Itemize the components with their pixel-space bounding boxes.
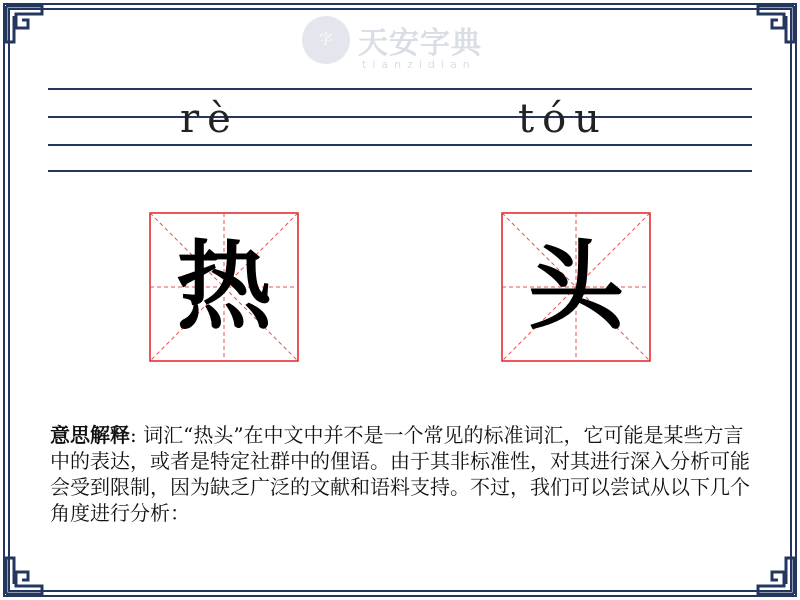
corner-ornament-bottom-right xyxy=(754,554,796,596)
pinyin-ruled-lines xyxy=(48,88,752,174)
pinyin-1: rè xyxy=(180,96,239,142)
site-logo xyxy=(302,14,502,74)
logo-title: 天安字典 xyxy=(358,26,482,61)
character-grid-1 xyxy=(149,212,299,362)
character-grid-2 xyxy=(501,212,651,362)
character-1: 热 xyxy=(176,231,272,343)
pinyin-2: tóu xyxy=(518,96,608,142)
explanation-text: : 词汇“热头”在中文中并不是一个常见的标准词汇，它可能是某些方言中的表达，或者是特定社群中的俚语。由于其非标准性，对其进行深入分析可能会受到限制，因为缺乏广泛的文献和语料支持。不过，我们可以尝试从以下几个角度进行分析： xyxy=(50,423,750,525)
corner-ornament-bottom-left xyxy=(4,554,46,596)
explanation-paragraph xyxy=(50,422,750,526)
logo-subtitle: tianzidian xyxy=(362,58,476,71)
character-2: 头 xyxy=(528,231,624,343)
corner-ornament-top-right xyxy=(754,4,796,46)
explanation-label: 意思解释 xyxy=(50,423,130,447)
logo-seal-icon: 字 xyxy=(302,16,350,64)
corner-ornament-top-left xyxy=(4,4,46,46)
